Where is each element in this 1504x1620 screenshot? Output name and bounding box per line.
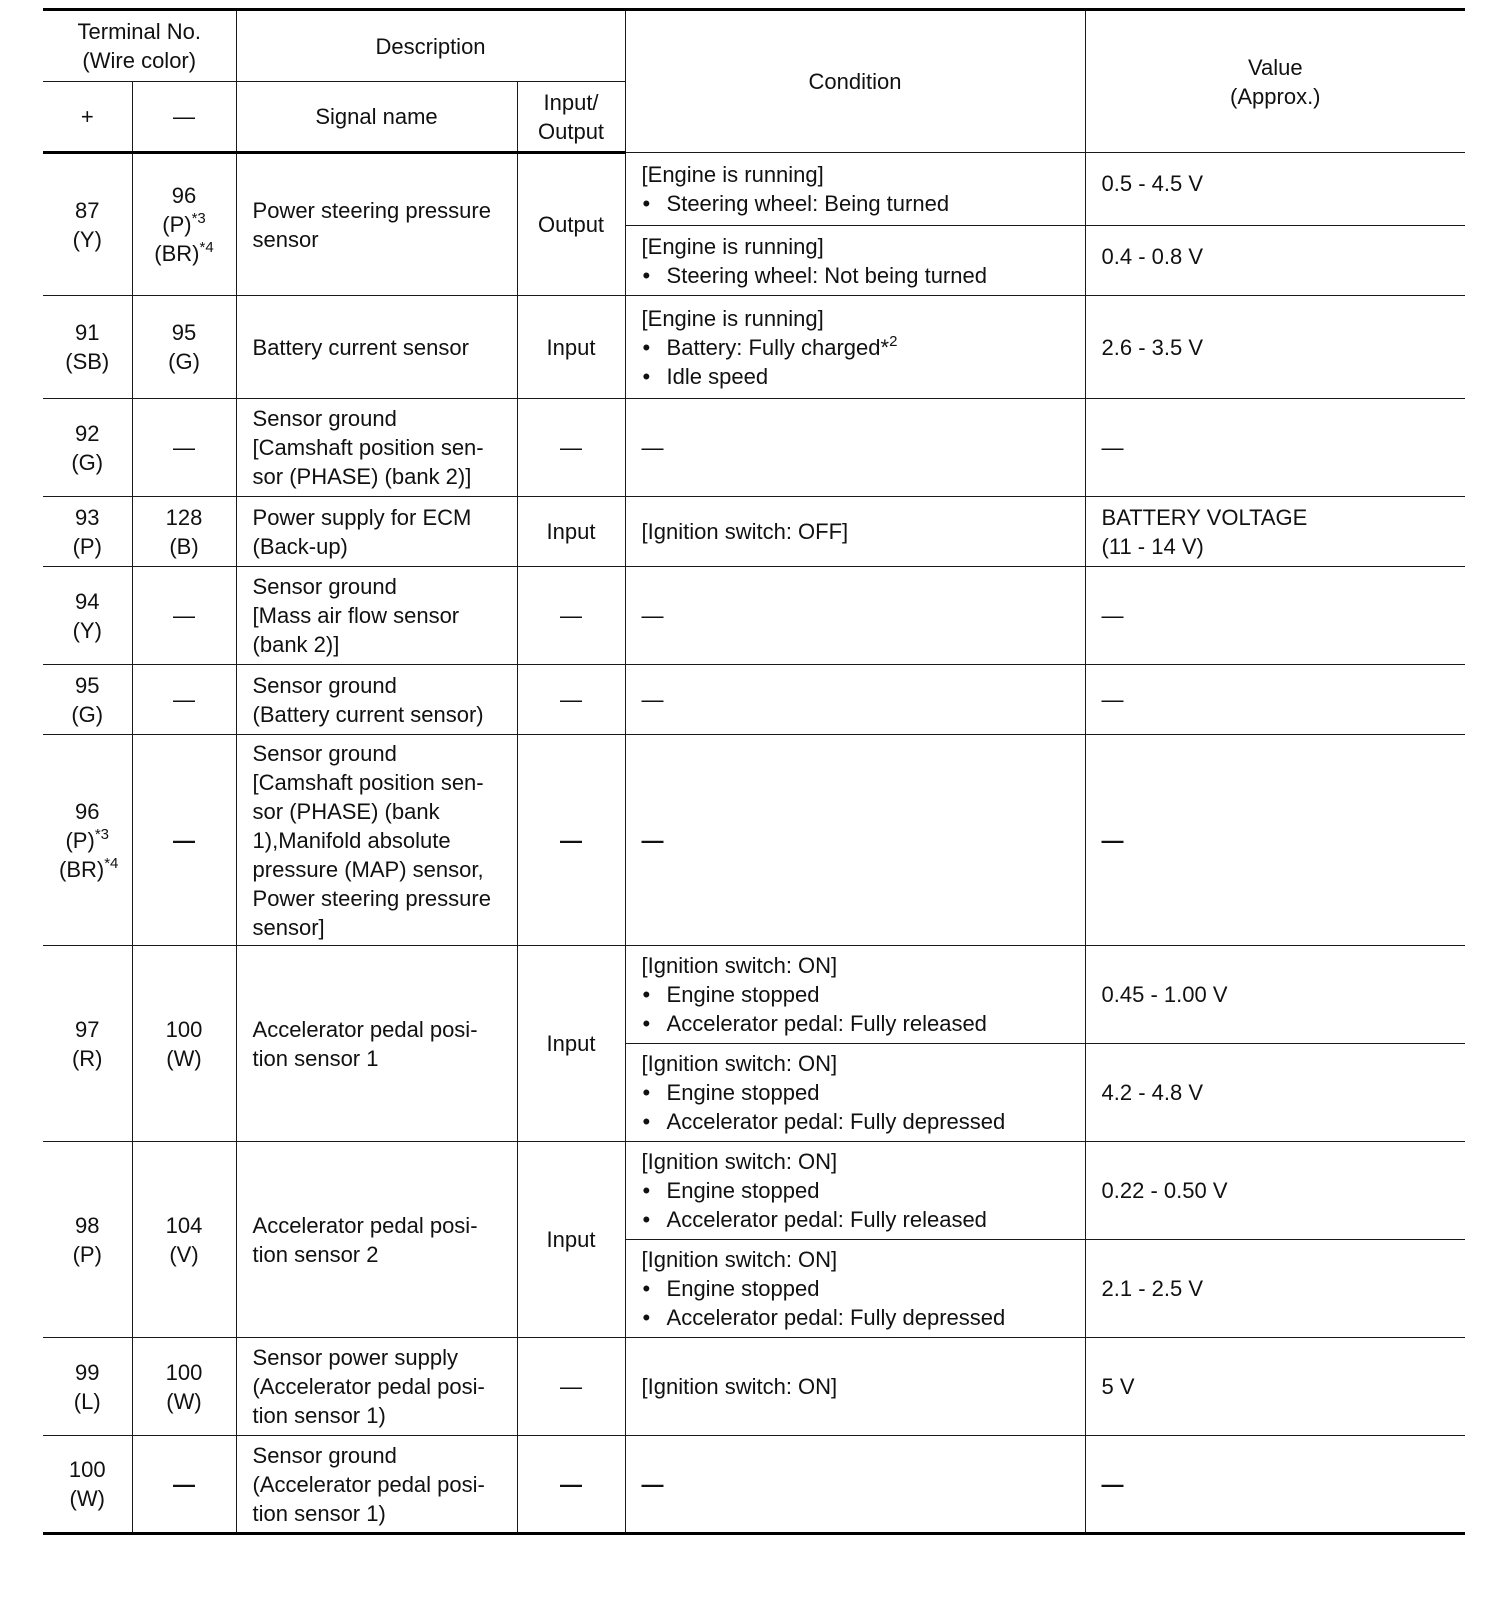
value: 2.1 - 2.5 V	[1085, 1240, 1465, 1338]
wire-color	[59, 854, 119, 884]
header-input-output	[517, 82, 625, 153]
value: 0.22 - 0.50 V	[1085, 1142, 1465, 1240]
io-direction: Input	[517, 497, 625, 567]
condition-bullet: • Accelerator pedal: Fully released	[642, 1205, 1069, 1234]
wire-color: (W)	[69, 1486, 105, 1511]
header-terminal-no	[43, 10, 236, 82]
condition: [Ignition switch: OFF]	[625, 497, 1085, 567]
wire-color: (Y)	[72, 226, 102, 252]
wire-color: (G)	[168, 349, 200, 374]
value: —	[1085, 735, 1465, 946]
header-value-label: Value	[1247, 54, 1303, 80]
signal-name	[236, 1142, 517, 1338]
signal-line: 1),Manifold absolute	[252, 827, 451, 853]
wire-color-p: (P)	[65, 827, 95, 853]
wire-color	[149, 239, 220, 268]
signal-line: Accelerator pedal posi-	[252, 1016, 478, 1042]
terminal-minus	[132, 497, 236, 567]
table-row	[43, 567, 1465, 665]
condition-heading: [Ignition switch: ON]	[641, 1051, 838, 1076]
terminal-number: 96	[75, 798, 100, 824]
condition-heading: [Engine is running]	[641, 233, 824, 259]
value: 0.4 - 0.8 V	[1085, 226, 1465, 296]
condition-bullet: • Accelerator pedal: Fully released	[642, 1009, 1069, 1038]
signal-line: Power supply for ECM	[252, 504, 472, 530]
condition	[625, 296, 1085, 399]
wire-color-br: (BR)	[154, 241, 200, 266]
terminal-minus	[132, 296, 236, 399]
condition-bullet: • Engine stopped	[642, 1176, 1069, 1205]
terminal-minus: —	[132, 567, 236, 665]
wire-color: (G)	[71, 449, 104, 475]
signal-name: Power steering pressure sensor	[236, 153, 517, 296]
header-condition: Condition	[625, 10, 1085, 153]
terminal-plus	[43, 1142, 132, 1338]
condition	[625, 1142, 1085, 1240]
signal-line: tion sensor 1)	[252, 1403, 386, 1428]
signal-line: tion sensor 1)	[252, 1500, 386, 1526]
value: 2.6 - 3.5 V	[1085, 296, 1465, 399]
signal-line: Power steering pressure	[252, 885, 491, 911]
wire-color: (G)	[71, 701, 104, 727]
condition-bullet-text: Battery: Fully charged*	[666, 334, 890, 360]
wire-color: (SB)	[65, 349, 110, 374]
table-row	[43, 399, 1465, 497]
terminal-plus	[43, 1436, 132, 1534]
signal-line: Sensor ground	[252, 672, 397, 698]
terminal-minus	[132, 946, 236, 1142]
terminal-plus	[43, 296, 132, 399]
signal-line: sor (PHASE) (bank	[252, 798, 440, 824]
terminal-plus	[43, 946, 132, 1142]
condition	[625, 1044, 1085, 1142]
value: 4.2 - 4.8 V	[1085, 1044, 1465, 1142]
terminal-number: 91	[75, 320, 100, 345]
footnote-ref: *4	[199, 239, 214, 256]
value-line: (11 - 14 V)	[1101, 533, 1204, 559]
terminal-number: 93	[75, 504, 100, 530]
value: —	[1085, 399, 1465, 497]
header-plus: +	[43, 82, 132, 153]
condition-bullet: • Engine stopped	[642, 980, 1069, 1009]
wire-color: (P)	[72, 1241, 102, 1267]
signal-line: tion sensor 1	[252, 1045, 379, 1071]
header-value	[1085, 10, 1465, 153]
table-row	[43, 153, 1465, 226]
header-signal-name: Signal name	[236, 82, 517, 153]
signal-line: [Camshaft position sen-	[252, 435, 484, 460]
condition: —	[625, 399, 1085, 497]
condition-heading: [Engine is running]	[641, 162, 824, 187]
signal-name	[236, 497, 517, 567]
wire-color-br: (BR)	[59, 856, 105, 882]
terminal-number: 95	[75, 672, 100, 698]
table-row	[43, 946, 1465, 1044]
header-approx-label: (Approx.)	[1230, 83, 1321, 109]
signal-line: (bank 2)]	[252, 632, 340, 657]
signal-name	[236, 946, 517, 1142]
wire-color: (R)	[71, 1045, 103, 1071]
terminal-minus: —	[132, 399, 236, 497]
table-row	[43, 1142, 1465, 1240]
condition-bullet: • Accelerator pedal: Fully depressed	[642, 1107, 1069, 1136]
condition-heading: [Ignition switch: ON]	[641, 1247, 838, 1272]
terminal-plus	[43, 735, 132, 946]
terminal-minus	[132, 1142, 236, 1338]
value: —	[1085, 567, 1465, 665]
terminal-minus	[132, 153, 236, 296]
condition-bullet: • Steering wheel: Not being turned	[642, 261, 1069, 290]
header-description: Description	[236, 10, 625, 82]
wire-color: (W)	[166, 1388, 202, 1414]
wire-color: (L)	[73, 1388, 101, 1414]
io-direction: —	[517, 735, 625, 946]
terminal-number: 104	[165, 1212, 203, 1238]
signal-line: (Accelerator pedal posi-	[252, 1471, 485, 1497]
header-io-line2: Output	[538, 118, 605, 144]
signal-name	[236, 1436, 517, 1534]
footnote-ref: *4	[104, 854, 119, 872]
value: —	[1085, 665, 1465, 735]
header-wire-color-label: (Wire color)	[82, 48, 197, 73]
value	[1085, 497, 1465, 567]
table-row	[43, 1338, 1465, 1436]
wire-color: (P)	[72, 533, 102, 559]
terminal-number: 94	[75, 588, 100, 614]
terminal-number: 100	[165, 1016, 203, 1042]
terminal-number: 92	[75, 420, 100, 446]
condition-bullet	[642, 333, 1069, 362]
wire-color	[149, 210, 220, 239]
terminal-number: 97	[75, 1016, 100, 1042]
signal-name	[236, 665, 517, 735]
signal-name	[236, 1338, 517, 1436]
condition: —	[625, 567, 1085, 665]
wire-color: (Y)	[72, 617, 102, 643]
signal-line: sensor]	[252, 914, 325, 940]
table-row	[43, 497, 1465, 567]
terminal-number: 100	[165, 1359, 203, 1385]
signal-line: (Back-up)	[252, 533, 348, 559]
condition-heading: [Ignition switch: ON]	[641, 953, 838, 978]
terminal-number: 99	[75, 1359, 100, 1385]
io-direction: —	[517, 665, 625, 735]
signal-name	[236, 399, 517, 497]
signal-line: [Mass air flow sensor	[252, 603, 460, 628]
condition: —	[625, 735, 1085, 946]
header-io-line1: Input/	[543, 89, 599, 115]
terminal-plus	[43, 567, 132, 665]
value: 0.5 - 4.5 V	[1085, 153, 1465, 226]
signal-line: tion sensor 2	[252, 1241, 379, 1267]
wire-color: (W)	[166, 1045, 202, 1071]
signal-line: (Accelerator pedal posi-	[252, 1374, 485, 1399]
terminal-minus: —	[132, 1436, 236, 1534]
condition: —	[625, 665, 1085, 735]
condition	[625, 226, 1085, 296]
signal-name	[236, 567, 517, 665]
wire-color-p: (P)	[162, 212, 192, 237]
signal-line: Sensor ground	[252, 740, 397, 766]
condition-heading: [Engine is running]	[641, 305, 824, 331]
condition-bullet: • Steering wheel: Being turned	[642, 189, 1069, 218]
table-row	[43, 665, 1465, 735]
condition-bullet: • Idle speed	[642, 362, 1069, 391]
signal-line: pressure (MAP) sensor,	[252, 856, 484, 882]
io-direction: Input	[517, 946, 625, 1142]
io-direction: —	[517, 1436, 625, 1534]
signal-name	[236, 735, 517, 946]
ecm-terminal-table	[43, 8, 1465, 1535]
signal-line: sor (PHASE) (bank 2)]	[252, 464, 472, 489]
footnote-ref: 2	[889, 332, 898, 350]
value: 5 V	[1085, 1338, 1465, 1436]
terminal-minus: —	[132, 665, 236, 735]
wire-color: (B)	[169, 533, 199, 559]
wire-color	[59, 826, 116, 855]
table-row	[43, 296, 1465, 399]
condition: —	[625, 1436, 1085, 1534]
terminal-number: 98	[75, 1212, 100, 1238]
terminal-number: 96	[171, 183, 197, 208]
condition	[625, 153, 1085, 226]
table-header	[43, 10, 1465, 153]
condition-bullet: • Engine stopped	[642, 1274, 1069, 1303]
condition-bullet: • Accelerator pedal: Fully depressed	[642, 1303, 1069, 1332]
terminal-number: 128	[165, 504, 203, 530]
io-direction: —	[517, 567, 625, 665]
header-terminal-no-label: Terminal No.	[77, 19, 201, 44]
value: 0.45 - 1.00 V	[1085, 946, 1465, 1044]
terminal-plus	[43, 665, 132, 735]
value: —	[1085, 1436, 1465, 1534]
table-row	[43, 1436, 1465, 1534]
terminal-plus	[43, 497, 132, 567]
io-direction: Input	[517, 1142, 625, 1338]
signal-line: Sensor power supply	[252, 1345, 458, 1370]
signal-line: [Camshaft position sen-	[252, 769, 484, 795]
terminal-plus	[43, 399, 132, 497]
terminal-plus	[43, 1338, 132, 1436]
terminal-minus	[132, 1338, 236, 1436]
condition: [Ignition switch: ON]	[625, 1338, 1085, 1436]
io-direction: Output	[517, 153, 625, 296]
signal-line: Accelerator pedal posi-	[252, 1212, 478, 1238]
terminal-number: 87	[75, 197, 100, 223]
footnote-ref: *3	[191, 210, 206, 227]
condition-bullet: • Engine stopped	[642, 1078, 1069, 1107]
signal-name: Battery current sensor	[236, 296, 517, 399]
wire-color: (V)	[169, 1241, 199, 1267]
terminal-plus	[43, 153, 132, 296]
value-line: BATTERY VOLTAGE	[1101, 504, 1308, 530]
io-direction: Input	[517, 296, 625, 399]
terminal-number: 100	[68, 1457, 106, 1482]
signal-line: (Battery current sensor)	[252, 701, 484, 727]
condition-heading: [Ignition switch: ON]	[641, 1149, 838, 1174]
condition	[625, 946, 1085, 1044]
io-direction: —	[517, 399, 625, 497]
terminal-minus: —	[132, 735, 236, 946]
footnote-ref: *3	[94, 825, 109, 843]
signal-line: Sensor ground	[252, 574, 397, 599]
table-row	[43, 735, 1465, 946]
condition	[625, 1240, 1085, 1338]
signal-line: Sensor ground	[252, 406, 397, 431]
header-minus: —	[132, 82, 236, 153]
signal-line: Sensor ground	[252, 1442, 397, 1468]
io-direction: —	[517, 1338, 625, 1436]
terminal-number: 95	[171, 320, 197, 345]
